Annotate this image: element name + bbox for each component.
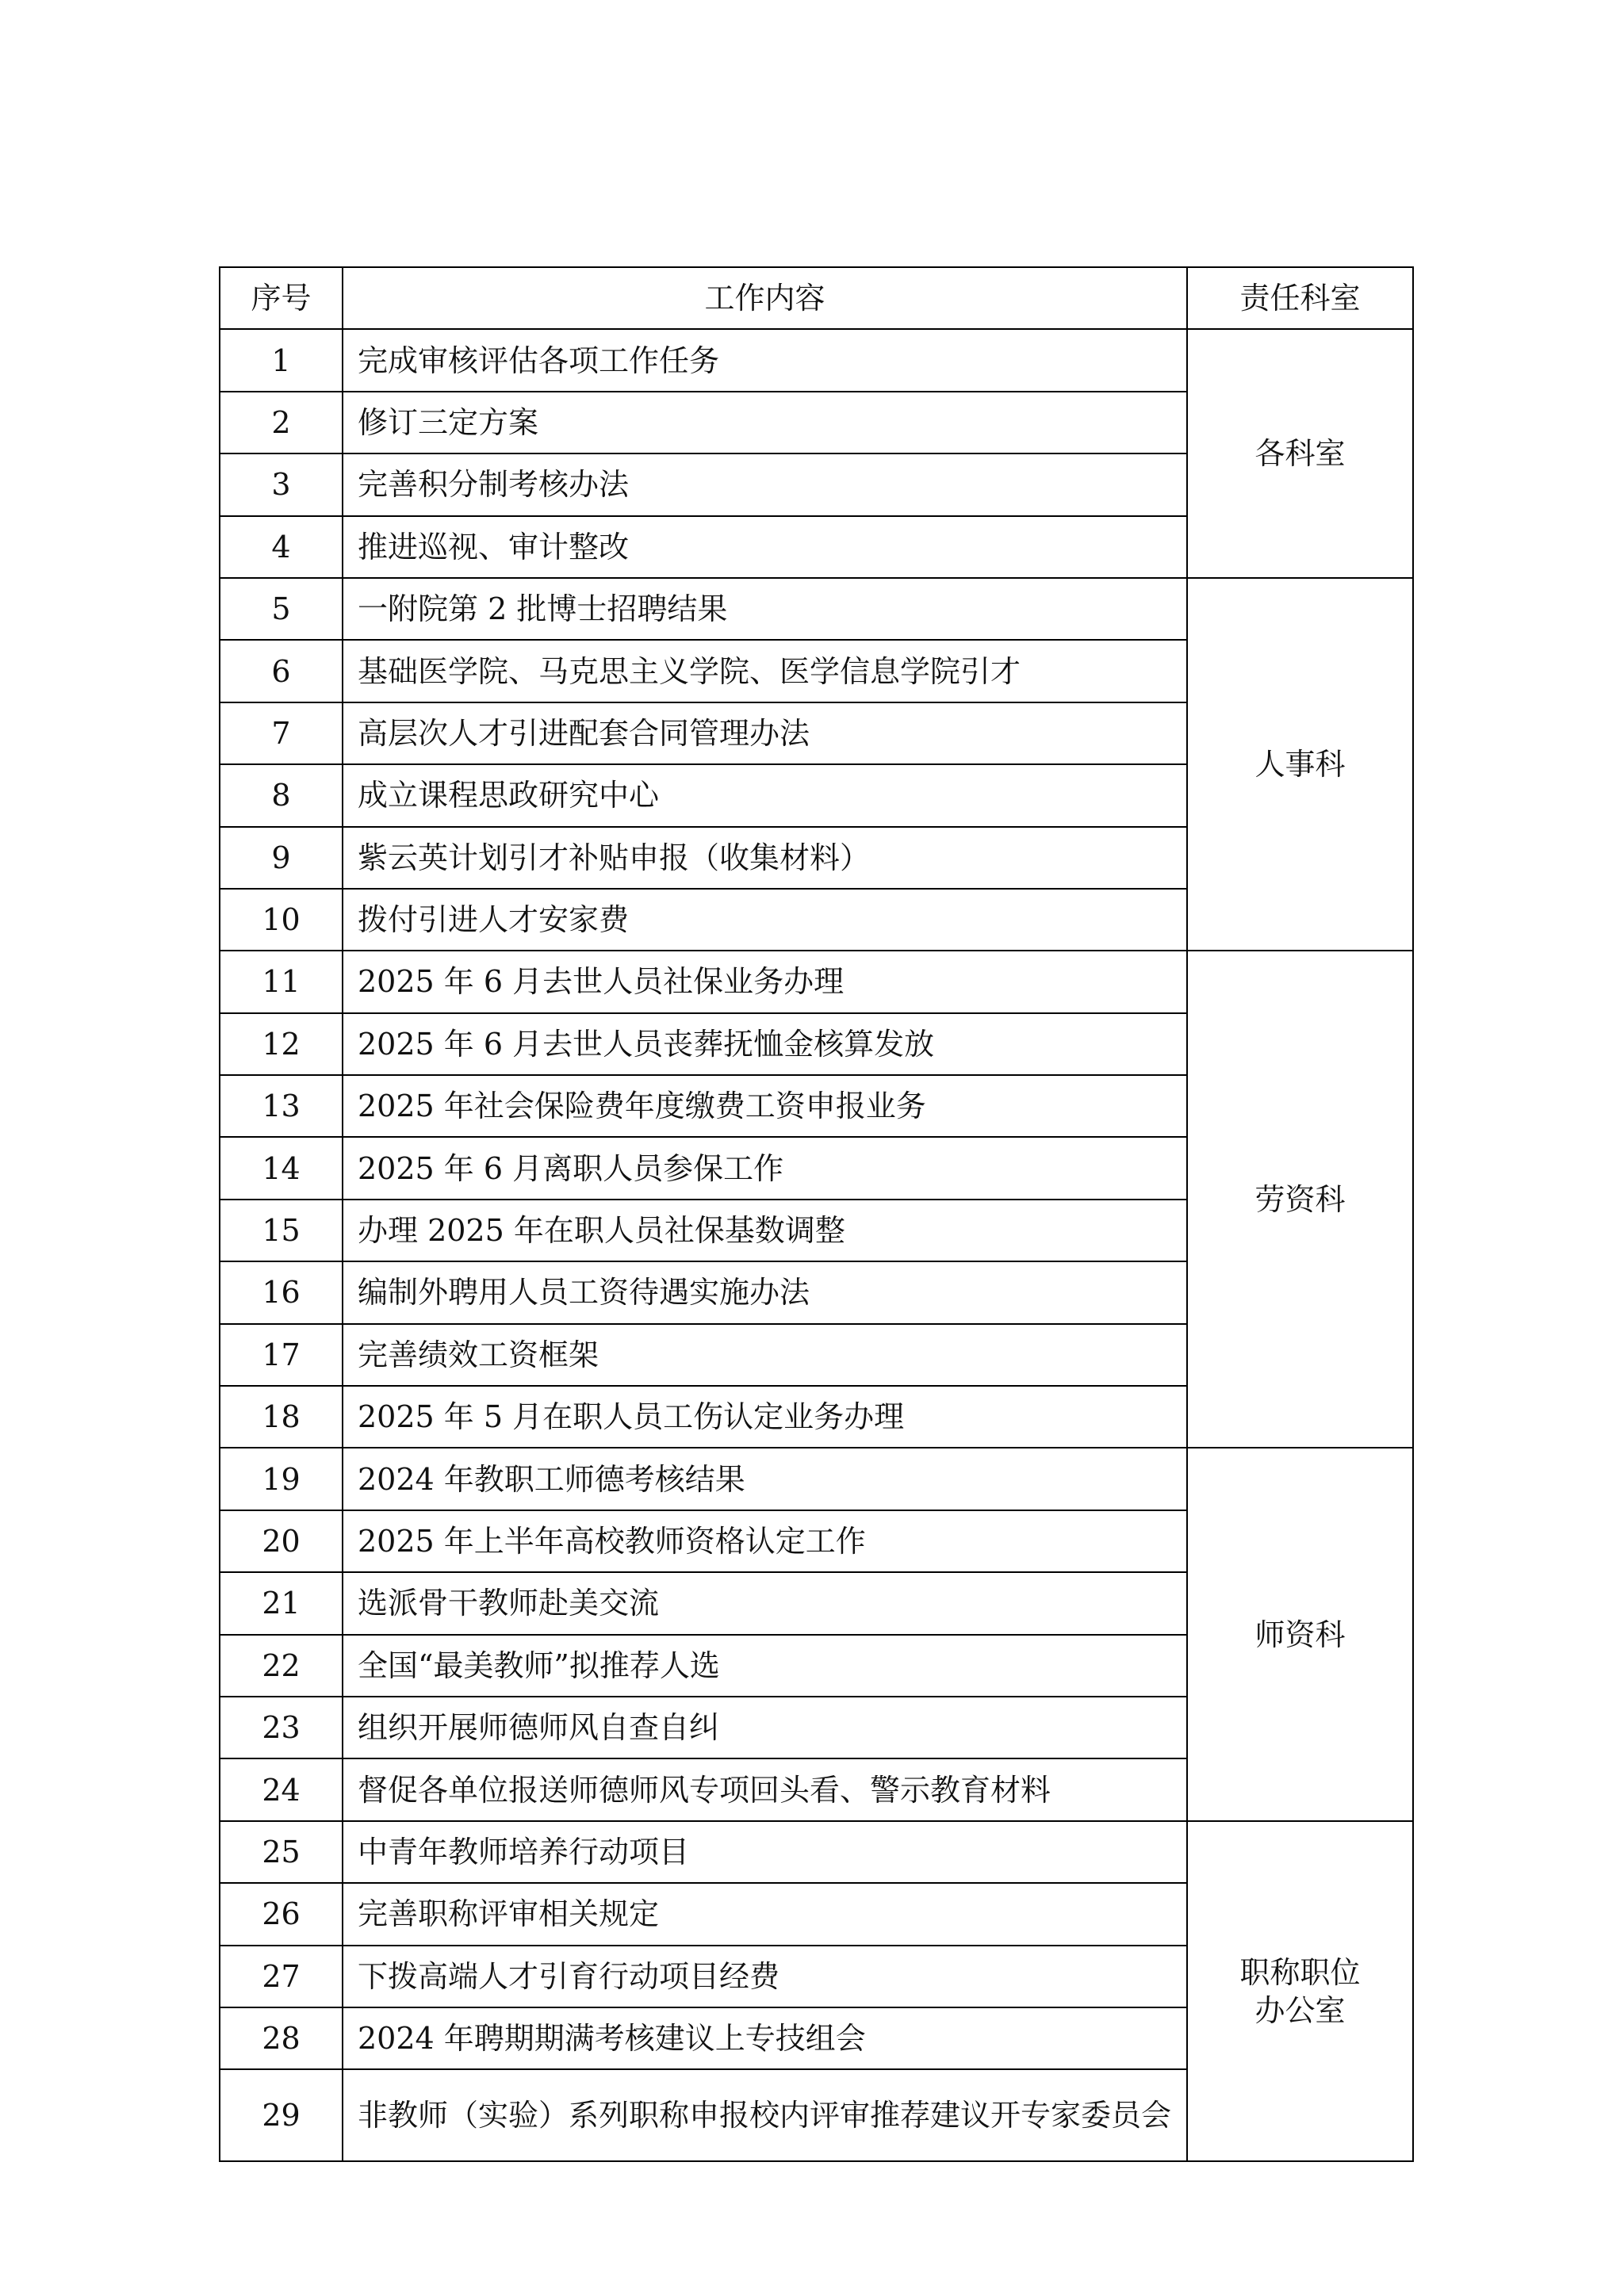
row-number: 13 <box>220 1075 343 1137</box>
row-number: 10 <box>220 889 343 951</box>
work-content-cell: 2025 年 6 月去世人员丧葬抚恤金核算发放 <box>343 1013 1187 1075</box>
table-row <box>220 951 1413 1012</box>
work-content-cell: 非教师（实验）系列职称申报校内评审推荐建议开专家委员会 <box>343 2069 1187 2161</box>
header-serial-number: 序号 <box>220 267 343 329</box>
work-content-cell: 2025 年 6 月离职人员参保工作 <box>343 1137 1187 1199</box>
department-cell: 劳资科 <box>1187 951 1413 1448</box>
work-task-table <box>219 266 1414 2162</box>
work-content-cell: 完善绩效工资框架 <box>343 1324 1187 1386</box>
department-cell: 人事科 <box>1187 578 1413 951</box>
row-number: 12 <box>220 1013 343 1075</box>
work-content-cell: 紫云英计划引才补贴申报（收集材料） <box>343 827 1187 889</box>
row-number: 26 <box>220 1883 343 1945</box>
work-content-cell: 2024 年聘期期满考核建议上专技组会 <box>343 2007 1187 2069</box>
work-content-cell: 2025 年社会保险费年度缴费工资申报业务 <box>343 1075 1187 1137</box>
work-content-cell: 完成审核评估各项工作任务 <box>343 329 1187 391</box>
table-row <box>220 329 1413 391</box>
work-content-cell: 完善积分制考核办法 <box>343 453 1187 515</box>
row-number: 19 <box>220 1448 343 1510</box>
work-content-cell: 中青年教师培养行动项目 <box>343 1821 1187 1883</box>
row-number: 25 <box>220 1821 343 1883</box>
work-content-cell: 2025 年 5 月在职人员工伤认定业务办理 <box>343 1386 1187 1448</box>
row-number: 17 <box>220 1324 343 1386</box>
header-responsible-department: 责任科室 <box>1187 267 1413 329</box>
row-number: 18 <box>220 1386 343 1448</box>
row-number: 3 <box>220 453 343 515</box>
work-content-cell: 完善职称评审相关规定 <box>343 1883 1187 1945</box>
table-row <box>220 1821 1413 1883</box>
work-content-cell: 办理 2025 年在职人员社保基数调整 <box>343 1200 1187 1261</box>
row-number: 28 <box>220 2007 343 2069</box>
work-content-cell: 2025 年 6 月去世人员社保业务办理 <box>343 951 1187 1012</box>
row-number: 7 <box>220 702 343 764</box>
row-number: 2 <box>220 392 343 453</box>
table-row <box>220 1448 1413 1510</box>
department-cell: 职称职位 办公室 <box>1187 1821 1413 2162</box>
row-number: 24 <box>220 1758 343 1820</box>
row-number: 11 <box>220 951 343 1012</box>
row-number: 9 <box>220 827 343 889</box>
row-number: 20 <box>220 1510 343 1572</box>
work-content-cell: 推进巡视、审计整改 <box>343 516 1187 578</box>
header-work-content: 工作内容 <box>343 267 1187 329</box>
row-number: 15 <box>220 1200 343 1261</box>
row-number: 8 <box>220 764 343 826</box>
row-number: 29 <box>220 2069 343 2161</box>
work-content-cell: 基础医学院、马克思主义学院、医学信息学院引才 <box>343 640 1187 702</box>
work-content-cell: 下拨高端人才引育行动项目经费 <box>343 1946 1187 2007</box>
work-content-cell: 全国“最美教师”拟推荐人选 <box>343 1635 1187 1697</box>
work-content-cell: 2024 年教职工师德考核结果 <box>343 1448 1187 1510</box>
row-number: 21 <box>220 1572 343 1634</box>
work-content-cell: 2025 年上半年高校教师资格认定工作 <box>343 1510 1187 1572</box>
work-content-cell: 督促各单位报送师德师风专项回头看、警示教育材料 <box>343 1758 1187 1820</box>
row-number: 23 <box>220 1697 343 1758</box>
row-number: 14 <box>220 1137 343 1199</box>
work-content-cell: 一附院第 2 批博士招聘结果 <box>343 578 1187 640</box>
row-number: 1 <box>220 329 343 391</box>
work-content-cell: 组织开展师德师风自查自纠 <box>343 1697 1187 1758</box>
work-content-cell: 选派骨干教师赴美交流 <box>343 1572 1187 1634</box>
row-number: 22 <box>220 1635 343 1697</box>
row-number: 16 <box>220 1261 343 1323</box>
work-content-cell: 高层次人才引进配套合同管理办法 <box>343 702 1187 764</box>
department-cell: 各科室 <box>1187 329 1413 578</box>
row-number: 6 <box>220 640 343 702</box>
work-content-cell: 拨付引进人才安家费 <box>343 889 1187 951</box>
table-header-row <box>220 267 1413 329</box>
row-number: 5 <box>220 578 343 640</box>
table-row <box>220 578 1413 640</box>
row-number: 4 <box>220 516 343 578</box>
work-content-cell: 成立课程思政研究中心 <box>343 764 1187 826</box>
row-number: 27 <box>220 1946 343 2007</box>
work-content-cell: 编制外聘用人员工资待遇实施办法 <box>343 1261 1187 1323</box>
department-cell: 师资科 <box>1187 1448 1413 1820</box>
work-content-cell: 修订三定方案 <box>343 392 1187 453</box>
